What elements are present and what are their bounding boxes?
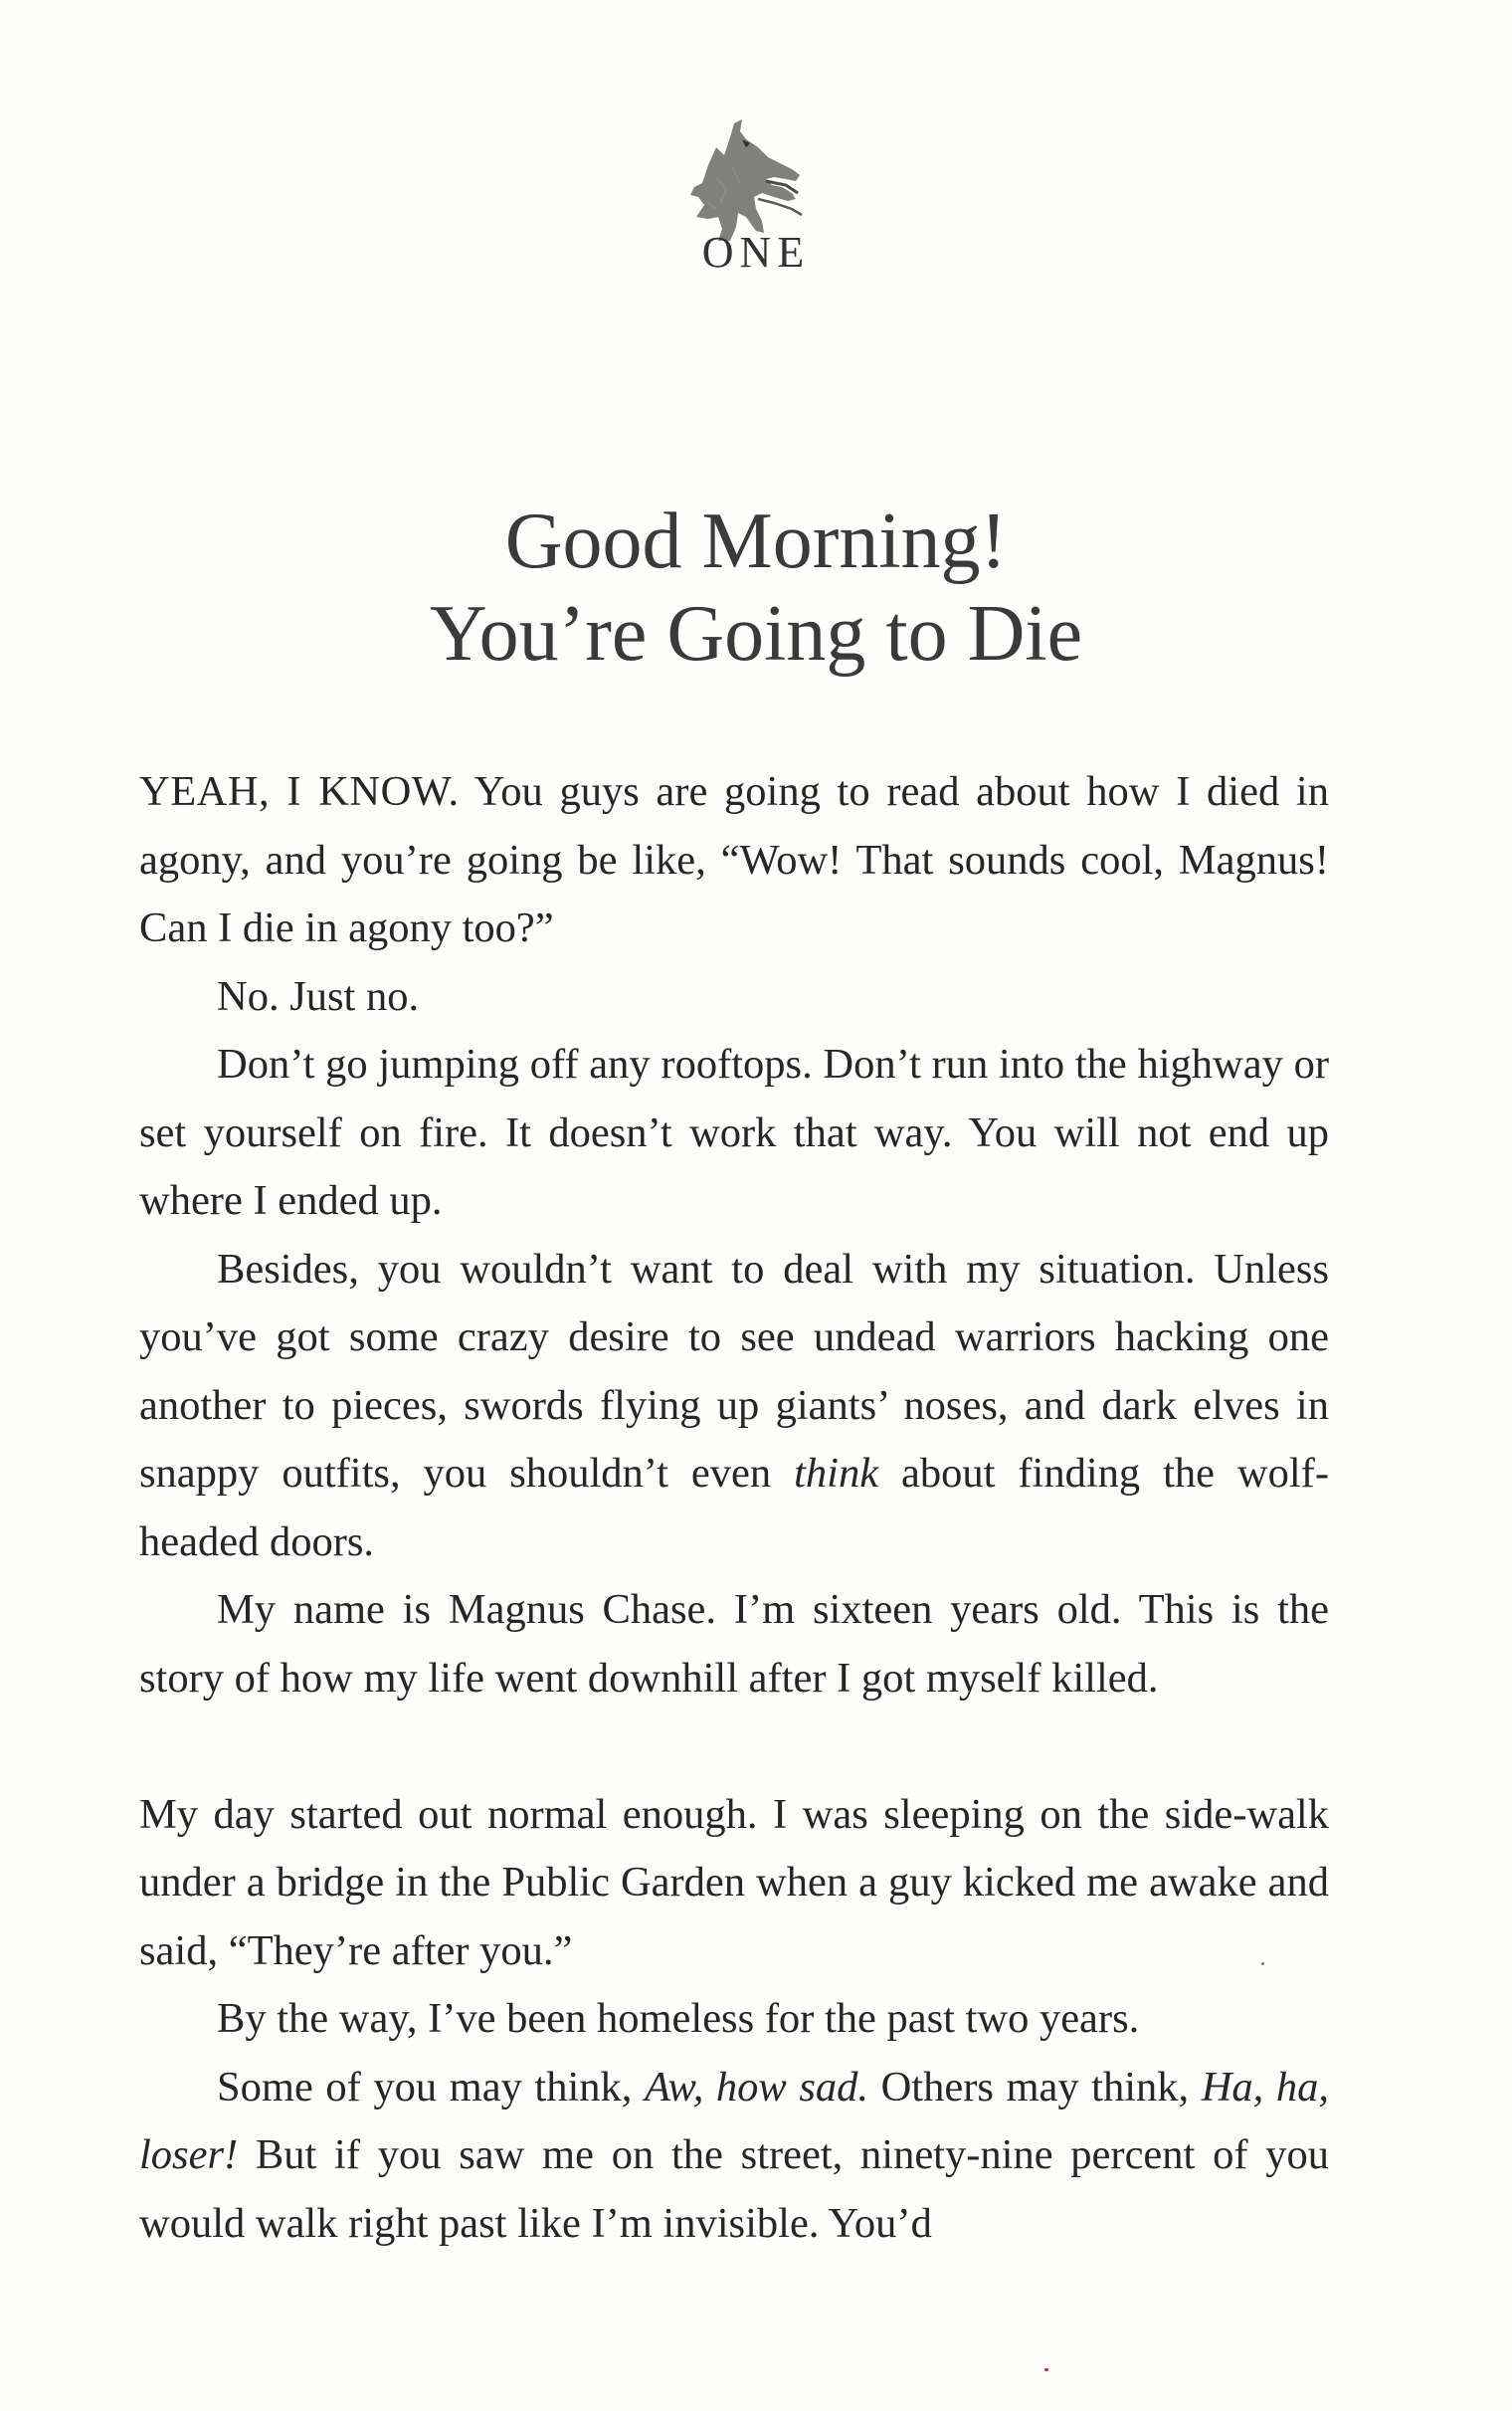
paragraph-3: Don’t go jumping off any rooftops. Don’t run into the highway or set yourself on fire. It doesn’t work that way. You will not end up where I ended up. xyxy=(139,1041,1329,1224)
paragraph-8-text-c: But if you saw me on the street, ninety-nine percent of you would walk right past like I’m invisible. You’d xyxy=(139,2131,1329,2247)
paragraph-8-emphasis-2: Ha, ha, loser! xyxy=(139,2063,1329,2178)
ink-speck xyxy=(1044,2368,1048,2371)
paragraph-8-text-b: Others may think, xyxy=(868,2063,1202,2110)
paragraph-4 xyxy=(139,1236,1329,1577)
chapter-title-line-1: Good Morning! xyxy=(504,498,1008,585)
paragraph-4-text-b: about finding the wolf-headed doors. xyxy=(139,1450,1329,1565)
ink-speck xyxy=(1261,1962,1264,1965)
paragraph-8 xyxy=(139,2054,1329,2259)
paragraph-2: No. Just no. xyxy=(217,972,420,1020)
paragraph-8-emphasis-1: Aw, how sad. xyxy=(644,2063,869,2110)
paragraph-8-text-a: Some of you may think, xyxy=(217,2063,645,2110)
paragraph-1-text: You guys are going to read about how I died in agony, and you’re going be like, “Wow! That sounds cool, Magnus! Can I die in agony too?” xyxy=(139,768,1329,951)
paragraph-7: By the way, I’ve been homeless for the past two years. xyxy=(217,1995,1140,2042)
chapter-title xyxy=(0,496,1512,681)
paragraph-5: My name is Magnus Chase. I’m sixteen years old. This is the story of how my life went downhill after I got myself killed. xyxy=(139,1586,1329,1702)
chapter-title-line-2: You’re Going to Die xyxy=(429,590,1083,678)
paragraph-4-text-a: Besides, you wouldn’t want to deal with my situation. Unless you’ve got some crazy desire to see undead warriors hacking one another to pieces, swords flying up giants’ noses, and dark elves in snappy outfits, you shouldn’t even xyxy=(139,1245,1329,1497)
paragraph-1-lead: YEAH, I KNOW. xyxy=(139,768,460,815)
paragraph-4-emphasis: think xyxy=(794,1450,879,1497)
chapter-body xyxy=(139,758,1329,2258)
chapter-number: ONE xyxy=(701,228,811,277)
paragraph-1 xyxy=(139,758,1329,963)
paragraph-6: My day started out normal enough. I was sleeping on the side-walk under a bridge in the Public Garden when a guy kicked me awake and said, “They’re after you.” xyxy=(139,1790,1329,1974)
